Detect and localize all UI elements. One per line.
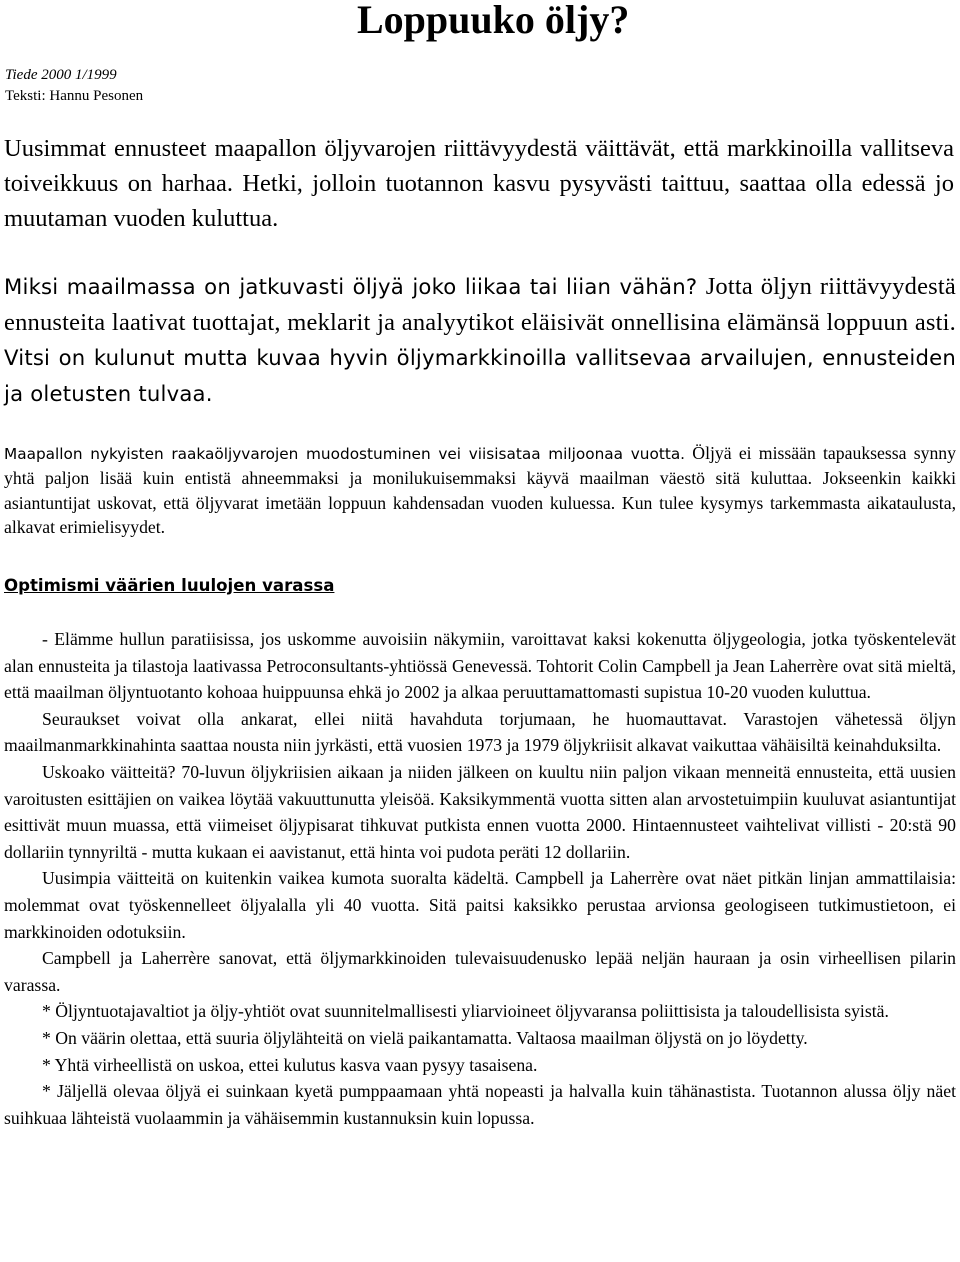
context-sentence-1: Maapallon nykyisten raakaöljyvarojen muodostuminen vei viisisataa miljoonaa vuotta.	[4, 445, 686, 463]
intro-joke-question: Miksi maailmassa on jatkuvasti öljyä joko liikaa tai liian vähän?	[4, 274, 698, 299]
intro-joke-answer: Jotta öljyn riittävyydestä ennusteita laativat tuottajat, meklarit ja analyytikot eläisivät onnellisina elämänsä loppuun asti.	[4, 273, 956, 336]
author-line: Teksti: Hannu Pesonen	[5, 88, 144, 104]
source-line: Tiede 2000 1/1999	[5, 67, 117, 83]
context-paragraph	[4, 441, 956, 539]
lead-paragraph: Uusimmat ennusteet maapallon öljyvarojen riittävyydestä väittävät, että markkinoilla vallitseva toiveikkuus on harhaa. Hetki, jolloin tuotannon kasvu pysyvästi taittuu, saattaa olla edessä jo muutaman vuoden kuluttua.	[4, 135, 954, 232]
context-rest: Öljyä ei missään tapauksessa synny yhtä paljon lisää kuin entistä ahneemmaksi ja monilukuisemmaksi käyvä maailman väestö sitä kuluttaa. Jokseenkin kaikki asiantuntijat uskovat, että öljyvarat imetään loppuun kahdensadan vuoden kuluessa. Kun tulee kysymys tarkemmasta aikataulusta, alkavat erimielisyydet.	[4, 443, 956, 537]
intro-paragraph	[4, 269, 956, 411]
bullet-paragraph: * Yhtä virheellistä on uskoa, ettei kulutus kasva vaan pysyy tasaisena.	[42, 1054, 538, 1075]
body-paragraph: Campbell ja Laherrère sanovat, että öljymarkkinoiden tulevaisuudenusko lepää neljän hauraan ja osin virheellisen pilarin varassa.	[4, 948, 956, 995]
bullet-paragraph: * Öljyntuotajavaltiot ja öljy-yhtiöt ovat suunnitelmallisesti yliarvioineet öljyvaransa poliittisista ja taloudellisista syistä.	[42, 1001, 889, 1022]
body-paragraph: Uusimpia väitteitä on kuitenkin vaikea kumota suoralta kädeltä. Campbell ja Laherrère ovat näet pitkän linjan ammattilaisia: molemmat ovat työskennelleet öljyalalla yli 40 vuotta. Sitä paitsi kaksikko perustaa arvionsa geologiseen tutkimustietoon, ei markkinoiden odotuksiin.	[4, 868, 956, 942]
body-paragraph: Uskoako väitteitä? 70-luvun öljykriisien aikaan ja niiden jälkeen on kuultu niin paljon vikaan menneitä ennusteita, että uusien varoitusten esittäjien on vaikea löytää vakuuttunutta yleisöä. Kaksikymmentä vuotta sitten alan arvostetuimpiin kuuluvat asiantuntijat esittivät muun muassa, että viimeiset öljypisarat tihkuvat putkista ennen vuotta 2000. Hintaennusteet vaihtelivat villisti - 20:stä 90 dollariin tynnyriltä - mutta kukaan ei aavistanut, että hinta voi pudota peräti 12 dollariin.	[4, 761, 956, 862]
bullet-paragraph: * Jäljellä olevaa öljyä ei suinkaan kyetä pumppaamaan yhtä nopeasti ja halvalla kuin tähänastista. Tuotannon alussa öljy näet suihkuaa lähteistä vuolaammin ja vähäisemmin kustannuksin kuin lopussa.	[4, 1081, 956, 1128]
section-heading: Optimismi väärien luulojen varassa	[4, 576, 335, 595]
body-paragraph: Seuraukset voivat olla ankarat, ellei niitä havahduta torjumaan, he huomauttavat. Varastojen vähetessä öljyn maailmanmarkkinahinta saattaa nousta niin jyrkästi, että vuosien 1973 ja 1979 öljykriisit alkavat vaikuttaa vähäisiltä keinahduksilta.	[4, 708, 956, 756]
intro-comment: Vitsi on kulunut mutta kuvaa hyvin öljymarkkinoilla vallitsevaa arvailujen, ennusteiden ja oletusten tulvaa.	[4, 345, 956, 406]
article-body	[4, 626, 956, 1131]
article-title: Loppuuko öljy?	[357, 0, 630, 42]
body-paragraph: - Elämme hullun paratiisissa, jos uskomme auvoisiin näkymiin, varoittavat kaksi kokenutta öljygeologia, jotka työskentelevät alan ennusteita ja tilastoja laativassa Petroconsultants-yhtiössä Genevessä. Tohtorit Colin Campbell ja Jean Laherrère ovat sitä mieltä, että maailman öljyntuotanto kohoaa huippuunsa ehkä jo 2002 ja alkaa peruuttamattomasti supistua 10-20 vuoden kuluttua.	[4, 629, 956, 703]
article-meta	[5, 65, 143, 107]
bullet-paragraph: * On väärin olettaa, että suuria öljylähteitä on vielä paikantamatta. Valtaosa maailman öljystä on jo löydetty.	[42, 1027, 808, 1048]
